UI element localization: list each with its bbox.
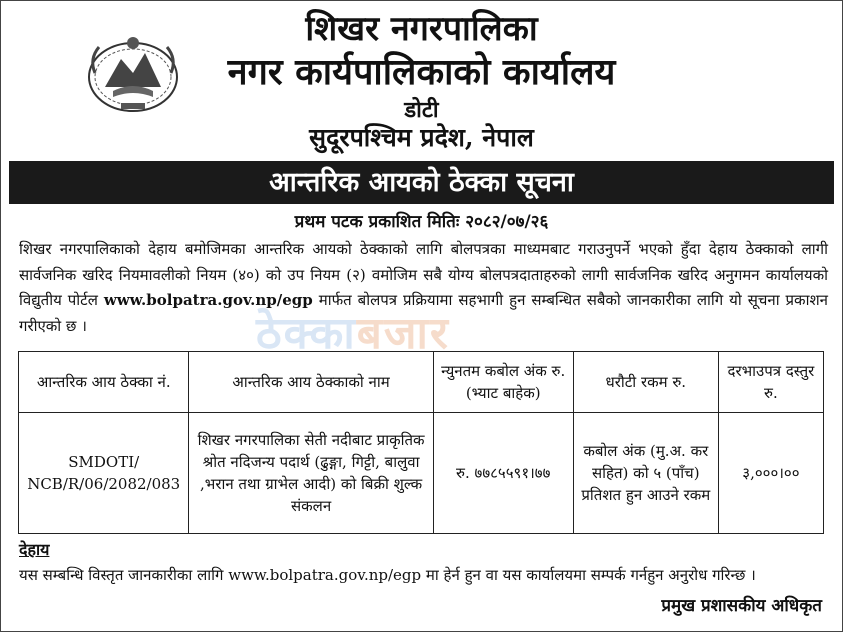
header-contract-name: आन्तरिक आय ठेक्काको नाम (189, 352, 433, 413)
cell-contract-no: SMDOTI/ NCB/R/06/2082/083 (19, 413, 189, 534)
publication-date: प्रथम पटक प्रकाशित मितिः २०८२/०७/२६ (294, 212, 549, 232)
table-header-row (19, 352, 824, 413)
header-deposit: धरौटी रकम रु. (573, 352, 718, 413)
cell-fee: ३,०००।०० (718, 413, 823, 534)
district-name: डोटी (404, 97, 439, 123)
note-title: देहाय (19, 540, 50, 559)
cell-min-bid: रु. ७७८५५९१।७७ (433, 413, 573, 534)
header-fee: दरभाउपत्र दस्तुर रु. (718, 352, 823, 413)
header-contract-no: आन्तरिक आय ठेक्का नं. (19, 352, 189, 413)
note-text: यस सम्बन्धि विस्तृत जानकारीका लागि www.bolpatra.gov.np/egp मा हेर्न हुन वा यस कार्यालयमा सम्पर्क गर्नहुन अनुरोध गरिन्छ । (19, 566, 756, 584)
watermark-part-1: ठेक्का (256, 308, 357, 359)
paragraph-text-2: मार्फत बोलपत्र प्रक्रियामा सहभागी हुन सम्बन्धित सबैको जानकारीका लागि यो सूचना प्रकाशन गरीएको छ । (19, 291, 828, 335)
egp-portal-link[interactable]: www.bolpatra.gov.np/egp (103, 291, 313, 309)
contract-table (18, 351, 824, 534)
notice-header (1, 1, 842, 159)
notice-title-banner (9, 161, 834, 204)
table-row (19, 413, 824, 534)
province-country: सुदूरपश्चिम प्रदेश, नेपाल (309, 123, 534, 152)
municipality-name: शिखर नगरपालिका (305, 9, 538, 49)
paragraph-text-1: शिखर नगरपालिकाको देहाय बमोजिमका आन्तरिक आयको ठेक्काको लागि बोलपत्रका माध्यमबाट गराउनुपर्ने भएको हुँदा देहाय ठेक्काको लागी सार्वजनिक खरिद नियमावलीको नियम (४०) को उप नियम (२) वमोजिम सबै योग्य बोलपत्रदाताहरुको लागी सार्वजनिक खरिद अनुगमन कार्यालयको विद्युतीय पोर्टल (19, 240, 828, 309)
notice-title: आन्तरिक आयको ठेक्का सूचना (269, 167, 574, 198)
watermark-part-2: बजार (356, 308, 450, 359)
office-name: नगर कार्यपालिकाको कार्यालय (227, 51, 616, 93)
cell-deposit: कबोल अंक (मु.अ. कर सहित) को ५ (पाँच) प्रतिशत हुन आउने रकम (573, 413, 718, 534)
signature: प्रमुख प्रशासकीय अधिकृत (661, 596, 822, 616)
header-min-bid: न्युनतम कबोल अंक रु. (भ्याट बाहेक) (433, 352, 573, 413)
cell-contract-name: शिखर नगरपालिका सेती नदीबाट प्राकृतिक श्रोत नदिजन्य पदार्थ (ढुङ्गा, गिट्टी, बालुवा ,भरान तथा ग्राभेल आदी) को बिक्री शुल्क संकलन (189, 413, 433, 534)
